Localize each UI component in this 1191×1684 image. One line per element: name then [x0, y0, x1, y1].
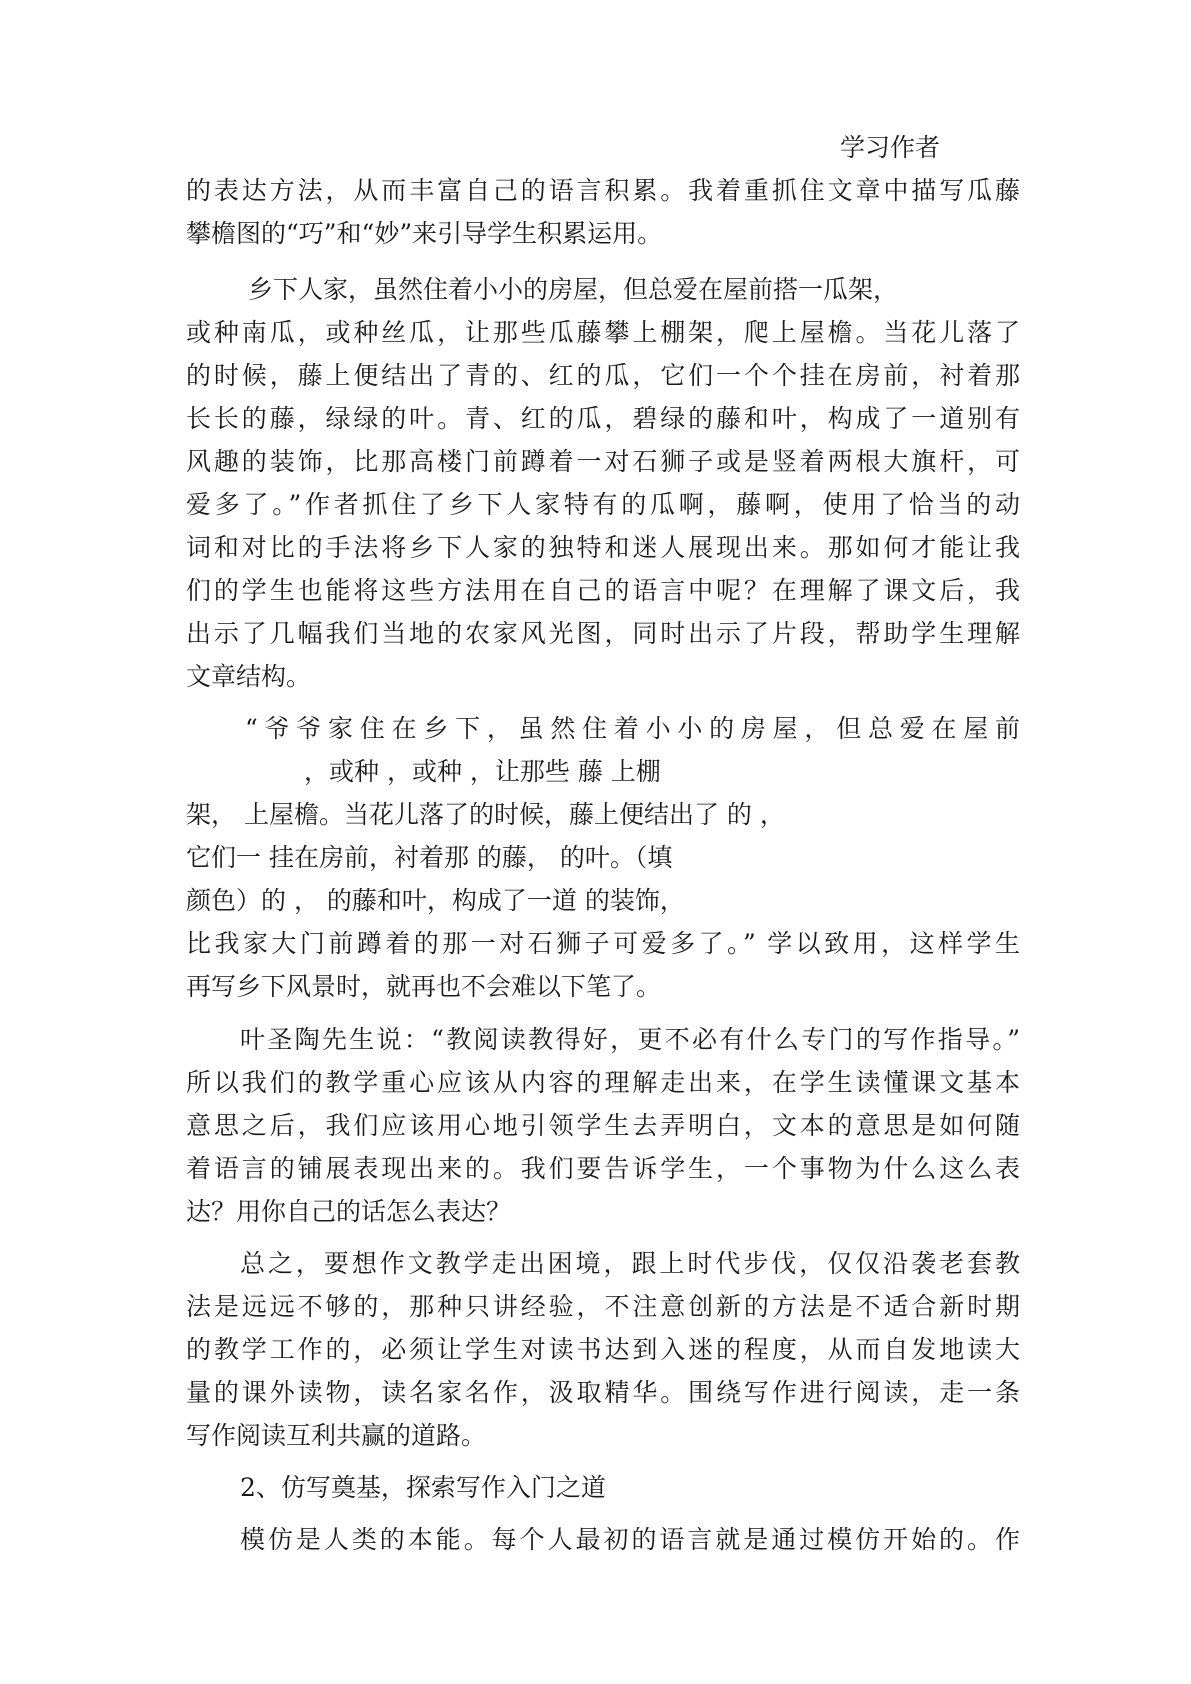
text-line: 词和对比的手法将乡下人家的独特和迷人展现出来。那如何才能让我: [186, 533, 1020, 562]
text-line: 学习作者: [840, 133, 941, 162]
text-line: 风趣的装饰，比那高楼门前蹲着一对石狮子或是竖着两根大旗杆，可: [186, 447, 1020, 476]
text-line: ，或种 ，或种 ，让那些 藤 上棚: [304, 757, 661, 786]
text-line: 或种南瓜，或种丝瓜，让那些瓜藤攀上棚架，爬上屋檐。当花儿落了: [186, 318, 1020, 347]
section-heading: 2、仿写奠基，探索写作入门之道: [240, 1473, 606, 1502]
text-line: 它们一 挂在房前，衬着那 的藤， 的叶。（填: [186, 843, 673, 872]
text-line: 颜色）的 ， 的藤和叶，构成了一道 的装饰，: [186, 886, 685, 915]
text-line: 比我家大门前蹲着的那一对石狮子可爱多了。” 学以致用，这样学生: [186, 929, 1020, 958]
text-line: 叶圣陶先生说：“教阅读教得好，更不必有什么专门的写作指导。”: [240, 1025, 1020, 1054]
text-line: 达？用你自己的话怎么表达？: [186, 1197, 512, 1226]
text-line: “爷爷家住在乡下，虽然住着小小的房屋，但总爱在屋前: [245, 714, 1020, 743]
text-line: 们的学生也能将这些方法用在自己的语言中呢？在理解了课文后，我: [186, 576, 1020, 605]
text-line: 写作阅读互利共赢的道路。: [186, 1421, 487, 1450]
text-line: 意思之后，我们应该用心地引领学生去弄明白，文本的意思是如何随: [186, 1111, 1020, 1140]
text-line: 的教学工作的，必须让学生对读书达到入迷的程度，从而自发地读大: [186, 1335, 1020, 1364]
text-line: 法是远远不够的，那种只讲经验，不注意创新的方法是不适合新时期: [186, 1292, 1020, 1321]
text-line: 架， 上屋檐。当花儿落了的时候，藤上便结出了 的 ，: [186, 800, 785, 829]
text-line: 乡下人家，虽然住着小小的房屋，但总爱在屋前搭一瓜架，: [248, 275, 899, 304]
text-line: 总之，要想作文教学走出困境，跟上时代步伐，仅仅沿袭老套教: [240, 1249, 1020, 1278]
text-line: 所以我们的教学重心应该从内容的理解走出来，在学生读懂课文基本: [186, 1068, 1020, 1097]
text-line: 攀檐图的“巧”和“妙”来引导学生积累运用。: [186, 219, 663, 248]
text-line: 再写乡下风景时，就再也不会难以下笔了。: [186, 972, 662, 1001]
text-line: 长长的藤，绿绿的叶。青、红的瓜，碧绿的藤和叶，构成了一道别有: [186, 404, 1020, 433]
text-line: 着语言的铺展表现出来的。我们要告诉学生，一个事物为什么这么表: [186, 1154, 1020, 1183]
text-line: 模仿是人类的本能。每个人最初的语言就是通过模仿开始的。作: [240, 1525, 1020, 1554]
text-line: 的表达方法，从而丰富自己的语言积累。我着重抓住文章中描写瓜藤: [186, 176, 1020, 205]
text-line: 出示了几幅我们当地的农家风光图，同时出示了片段，帮助学生理解: [186, 619, 1020, 648]
text-line: 文章结构。: [186, 662, 312, 691]
text-line: 爱多了。”作者抓住了乡下人家特有的瓜啊，藤啊，使用了恰当的动: [186, 490, 1020, 519]
text-line: 量的课外读物，读名家名作，汲取精华。围绕写作进行阅读，走一条: [186, 1378, 1020, 1407]
text-line: 的时候，藤上便结出了青的、红的瓜，它们一个个挂在房前，衬着那: [186, 361, 1020, 390]
